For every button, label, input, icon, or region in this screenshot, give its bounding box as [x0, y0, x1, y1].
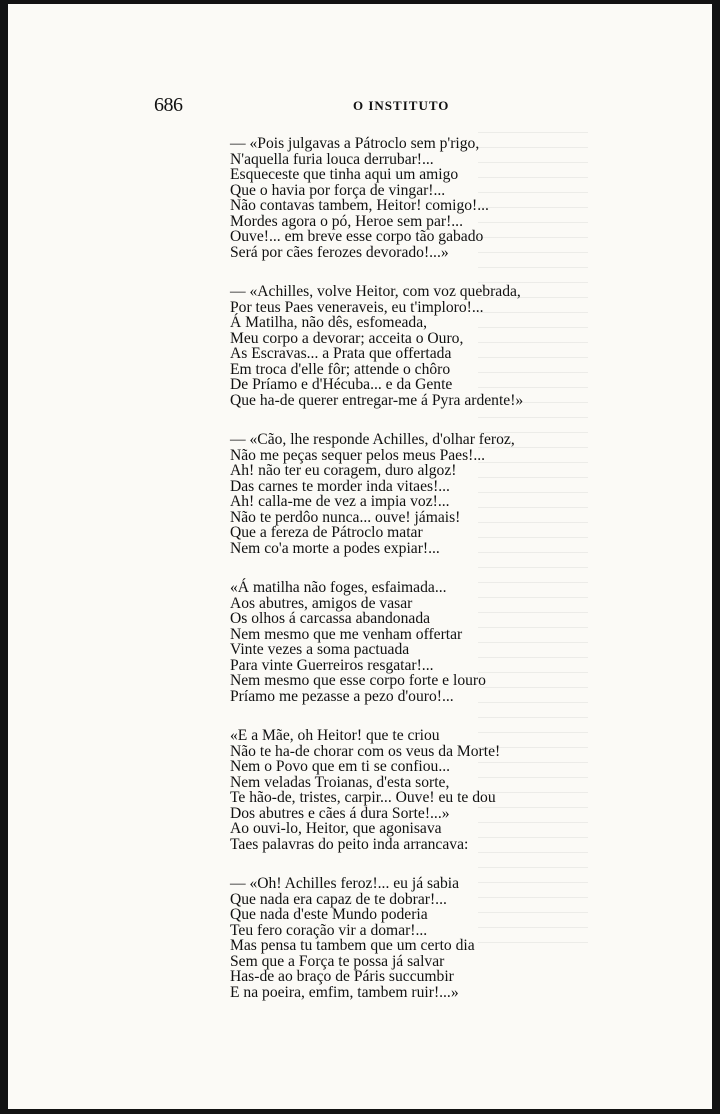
verse-line: Teu fero coração vir a domar!... [230, 921, 428, 939]
stanza [230, 284, 523, 408]
verse-line: Nem co'a morte a podes expiar!... [230, 539, 440, 557]
verse-line: Não contavas tambem, Heitor! comigo!... [230, 197, 489, 214]
running-title: O INSTITUTO [353, 98, 450, 113]
verse-line: Príamo me pezasse a pezo d'ouro!... [230, 687, 454, 705]
verse-line: Te hão-de, tristes, carpir... Ouve! eu te dou [230, 789, 496, 806]
verse-line: Que nada era capaz de te dobrar!... [230, 890, 447, 908]
verse-line: Meu corpo a devorar; acceita o Ouro, [230, 329, 464, 347]
verse-line: Que nada d'este Mundo poderia [230, 906, 428, 923]
verse-line: Que ha-de querer entregar-me á Pyra ardente!» [230, 391, 524, 409]
verse-line: Nem veladas Troianas, d'esta sorte, [230, 773, 450, 791]
stanza [230, 876, 523, 1000]
verse-line: Nem mesmo que me venham offertar [230, 625, 463, 643]
verse-line: — «Oh! Achilles feroz!... eu já sabia [230, 875, 460, 892]
verse-line: De Príamo e d'Hécuba... e da Gente [230, 376, 453, 393]
verse-line: — «Cão, lhe responde Achilles, d'olhar feroz, [230, 431, 515, 448]
page-header [8, 94, 712, 118]
verse-line: Has-de ao braço de Páris succumbir [230, 968, 454, 985]
verse-line: — «Pois julgavas a Pátroclo sem p'rigo, [230, 135, 480, 152]
verse-line: Ah! não ter eu coragem, duro algoz! [230, 462, 457, 479]
verse-line: N'aquella furia louca derrubar!... [230, 150, 434, 168]
verse-line: E na poeira, emfim, tambem ruir!...» [230, 983, 459, 1001]
verse-line: Á Matilha, não dês, esfomeada, [230, 314, 428, 331]
verse-line: Para vinte Guerreiros resgatar!... [230, 656, 434, 674]
verse-line: Vinte vezes a soma pactuada [230, 641, 410, 658]
verse-line: Em troca d'elle fôr; attende o chôro [230, 360, 451, 378]
verse-line: Ah! calla-me de vez a impia voz!... [230, 493, 450, 510]
verse-line: — «Achilles, volve Heitor, com voz quebrada, [230, 283, 521, 300]
stanza [230, 728, 523, 852]
verse-line: Não te perdôo nunca... ouve! jámais! [230, 508, 461, 526]
verse-line: Das carnes te morder inda vitaes!... [230, 477, 450, 495]
stanza [230, 432, 523, 556]
poem-body [230, 136, 523, 1024]
verse-line: Que o havia por força de vingar!... [230, 181, 446, 199]
verse-line: Não te ha-de chorar com os veus da Morte! [230, 742, 501, 760]
page-number: 686 [154, 94, 183, 116]
verse-line: Será por cães ferozes devorado!...» [230, 243, 449, 261]
verse-line: Mordes agora o pó, Heroe sem par!... [230, 212, 463, 230]
stanza [230, 580, 523, 704]
verse-line: As Escravas... a Prata que offertada [230, 345, 452, 362]
verse-line: Por teus Paes veneraveis, eu t'imploro!... [230, 298, 484, 316]
verse-line: Nem o Povo que em ti se confiou... [230, 758, 451, 775]
verse-line: «Á matilha não foges, esfaimada... [230, 579, 447, 596]
verse-line: «E a Mãe, oh Heitor! que te criou [230, 727, 440, 744]
verse-line: Aos abutres, amigos de vasar [230, 594, 413, 612]
verse-line: Sem que a Força te possa já salvar [230, 952, 445, 970]
verse-line: Que a fereza de Pátroclo matar [230, 524, 423, 541]
verse-line: Ao ouvi-lo, Heitor, que agonisava [230, 820, 442, 837]
verse-line: Esqueceste que tinha aqui um amigo [230, 166, 459, 183]
verse-line: Não me peças sequer pelos meus Paes!... [230, 446, 486, 464]
verse-line: Dos abutres e cães á dura Sorte!...» [230, 804, 450, 822]
verse-line: Nem mesmo que esse corpo forte e louro [230, 672, 486, 689]
book-page [8, 4, 712, 1109]
verse-line: Ouve!... em breve esse corpo tão gabado [230, 228, 484, 245]
verse-line: Mas pensa tu tambem que um certo dia [230, 937, 475, 954]
verse-line: Taes palavras do peito inda arrancava: [230, 835, 469, 853]
stanza [230, 136, 523, 260]
verse-line: Os olhos á carcassa abandonada [230, 610, 431, 627]
